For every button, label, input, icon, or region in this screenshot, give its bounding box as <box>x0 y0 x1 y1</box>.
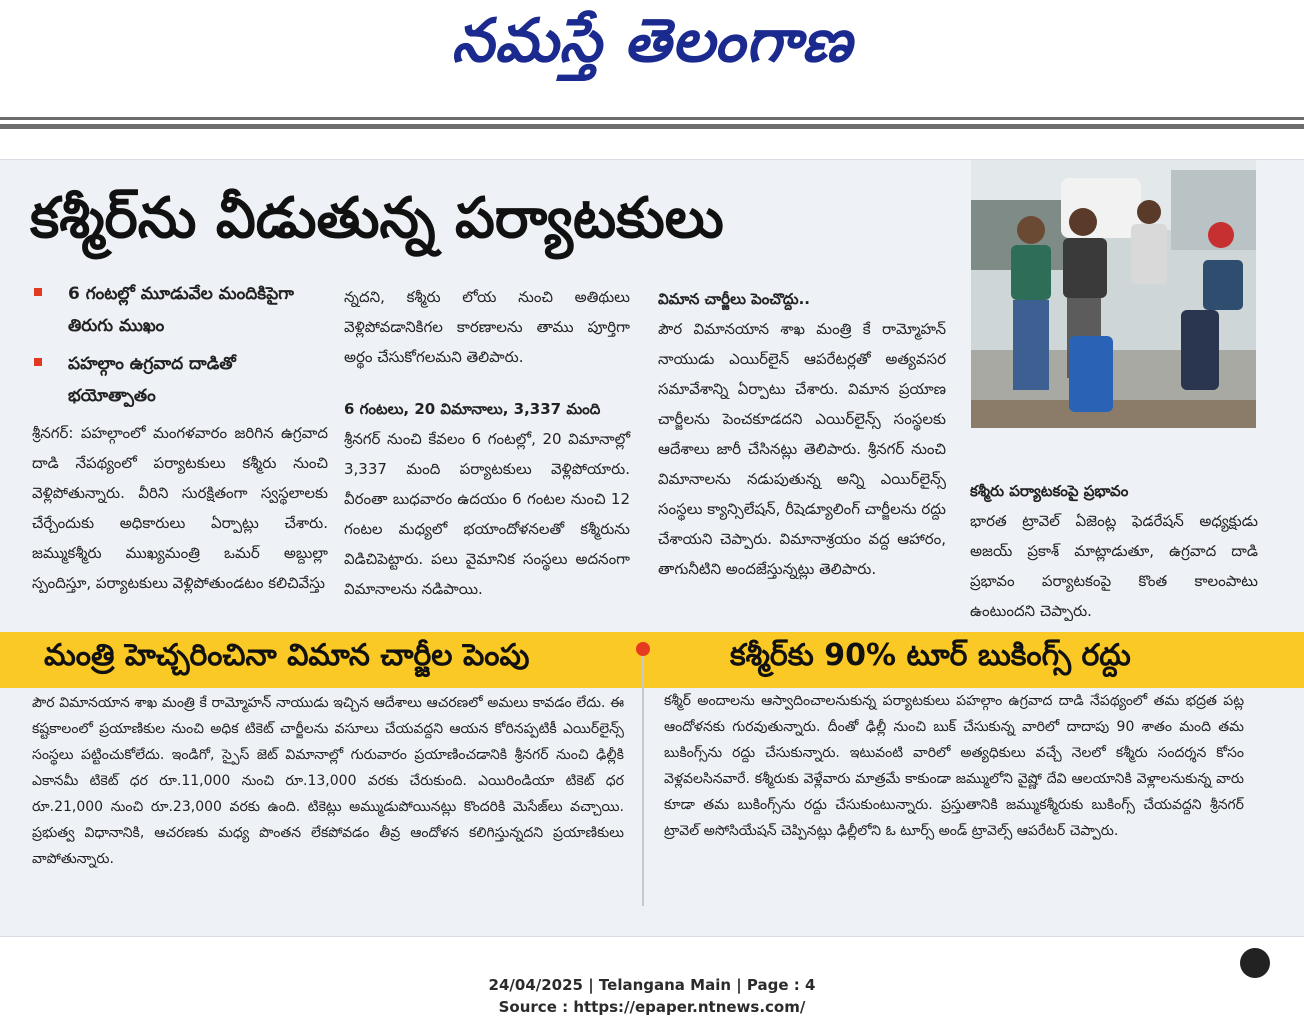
highlight-item: పహల్గాం ఉగ్రవాద దాడితో భయోత్పాతం <box>34 348 314 412</box>
article-paragraph: న్నదని, కశ్మీరు లోయ నుంచి అతిథులు వెళ్లిపోవడానికిగల కారణాలను తాము పూర్తిగా అర్థం చేసుకోగలమని తెలిపారు. <box>344 288 630 366</box>
article-paragraph: పౌర విమానయాన శాఖ మంత్రి కే రామ్మోహన్ నాయుడు ఎయిర్‌లైన్ ఆపరేటర్లతో అత్యవసర సమావేశాన్ని ఏర్పాటు చేశారు. విమాన ప్రయాణ చార్జీలను పెంచకూడదని ఎయిర్‌లైన్స్ సంస్థలకు ఆదేశాలు జారీ చేసినట్లు తెలిపారు. శ్రీనగర్ నుంచి విమానాలను నడుపుతున్న అన్ని ఎయిర్‌లైన్స్ సంస్థలు క్యాన్సిలేషన్, రీషెడ్యూలింగ్ చార్జీలను రద్దు చేశాయని చెప్పారు. విమానాశ్రయం వద్ద ఆహారం, తాగునీటిని అందజేస్తున్నట్లు తెలిపారు. <box>658 320 946 578</box>
article-column-3 <box>658 284 946 584</box>
article-headline: కశ్మీర్‌ను వీడుతున్న పర్యాటకులు <box>30 186 724 251</box>
corner-dot-icon <box>1240 948 1270 978</box>
tourists-photo <box>971 160 1256 428</box>
column-divider <box>642 656 644 906</box>
story-left: పౌర విమానయాన శాఖ మంత్రి కే రామ్మోహన్ నాయుడు ఇచ్చిన ఆదేశాలు ఆచరణలో అమలు కావడం లేదు. ఈ కష్టకాలంలో ప్రయాణికుల నుంచి అధిక టికెట్ చార్జీలను వసూలు చేయవద్దని ఆయన కోరినప్పటికీ ఎయిర్‌లైన్స్ సంస్థలు పట్టించుకోలేదు. ఇండిగో, స్పైస్ జెట్ విమానాల్లో గురువారం ప్రయాణించడానికి శ్రీనగర్ నుంచి ఢిల్లీకి ఎకానమీ టికెట్ ధర రూ.11,000 నుంచి రూ.13,000 వరకు చేరుకుంది. ఎయిరిండియా టికెట్ ధర రూ.21,000 నుంచి రూ.23,000 వరకు ఉంది. టికెట్లు అమ్ముడుపోయినట్లు కొందరికి మెసేజ్‌లు వచ్చాయి. ప్రభుత్వ విధానానికి, ఆచరణకు మధ్య పొంతన లేకపోవడం తీవ్ర ఆందోళన కలిగిస్తున్నదని ప్రయాణికులు వాపోతున్నారు. <box>32 695 624 867</box>
bullet-square-icon <box>34 358 42 366</box>
newspaper-logo: నమస్తే తెలంగాణ <box>451 6 853 76</box>
highlights-list <box>34 278 314 418</box>
highlight-item: 6 గంటల్లో మూడువేల మందికిపైగా తిరుగు ముఖం <box>34 278 314 342</box>
banner-title-left: మంత్రి హెచ్చరించినా విమాన చార్జీల పెంపు <box>44 638 530 673</box>
article-paragraph: శ్రీనగర్ నుంచి కేవలం 6 గంటల్లో, 20 విమానాల్లో 3,337 మంది పర్యాటకులు వెళ్లిపోయారు. వీరంతా బుధవారం ఉదయం 6 గంటల నుంచి 12 గంటల మధ్యలో భయాందోళనలతో కశ్మీరును విడిచిపెట్టారు. పలు వైమానిక సంస్థలు అదనంగా విమానాలను నడిపాయి. <box>344 430 630 598</box>
subheading: 6 గంటలు, 20 విమానాలు, 3,337 మంది <box>344 400 601 418</box>
footer-edition-info: 24/04/2025 | Telangana Main | Page : 4 <box>488 976 816 994</box>
story-right: కశ్మీర్ అందాలను ఆస్వాదించాలనుకున్న పర్యాటకులు పహల్గాం ఉగ్రవాద దాడి నేపథ్యంలో తమ భద్రత పట్ల ఆందోళనకు గురవుతున్నారు. దీంతో ఢిల్లీ నుంచి బుక్ చేసుకున్న వారిలో దాదాపు 90 శాతం మంది తమ బుకింగ్స్‌ను రద్దు చేసుకున్నారు. ఇటువంటి వారిలో అత్యధికులు వచ్చే నెలలో కశ్మీరు సందర్శన కోసం వెళ్లవలసినవారే. కశ్మీరుకు వెళ్లేవారు మాత్రమే కాకుండా జమ్ములోని వైష్ణో దేవి ఆలయానికి వెళ్లాలనుకున్న వారు కూడా తమ బుకింగ్స్‌ను రద్దు చేసుకుంటున్నారు. ప్రస్తుతానికి జమ్ముకశ్మీరుకు బుకింగ్స్ చేయవద్దని శ్రీనగర్ ట్రావెల్ అసోసియేషన్ చెప్పినట్లు ఢిల్లీలోని ఓ టూర్స్ అండ్ ట్రావెల్స్ ఆపరేటర్ చెప్పారు. <box>664 693 1244 839</box>
section-banner <box>0 632 1304 688</box>
masthead-rule <box>0 117 1304 120</box>
bullet-square-icon <box>34 288 42 296</box>
caption-title: కశ్మీరు పర్యాటకంపై ప్రభావం <box>970 482 1129 500</box>
banner-title-right: కశ్మీర్‌కు 90% టూర్ బుకింగ్స్ రద్దు <box>730 638 1131 673</box>
masthead-rule-thick <box>0 124 1304 129</box>
article-paragraph: శ్రీనగర్: పహల్గాంలో మంగళవారం జరిగిన ఉగ్రవాద దాడి నేపథ్యంలో పర్యాటకులు కశ్మీరు నుంచి వెళ్లిపోతున్నారు. వీరిని సురక్షితంగా స్వస్థలాలకు చేర్చేందుకు అధికారులు ఏర్పాట్లు చేశారు. జమ్ముకశ్మీరు ముఖ్యమంత్రి ఒమర్ అబ్దుల్లా స్పందిస్తూ, పర్యాటకులు వెళ్లిపోతుండటం కలిచివేస్తు <box>32 424 328 592</box>
tourists-photo-image <box>971 160 1256 428</box>
divider-pin-icon <box>636 642 650 656</box>
caption-body: భారత ట్రావెల్ ఏజెంట్ల ఫెడరేషన్ అధ్యక్షుడు అజయ్ ప్రకాశ్ మాట్లాడుతూ, ఉగ్రవాద దాడి ప్రభావం పర్యాటకంపై కొంత కాలంపాటు ఉంటుందని చెప్పారు. <box>970 512 1258 620</box>
masthead <box>0 0 1304 118</box>
article-column-1 <box>32 418 328 598</box>
photo-caption <box>970 476 1258 626</box>
subheading: విమాన చార్జీలు పెంచొద్దు.. <box>658 290 810 308</box>
footer-source: Source : https://epaper.ntnews.com/ <box>498 998 806 1016</box>
article-column-2 <box>344 282 630 604</box>
